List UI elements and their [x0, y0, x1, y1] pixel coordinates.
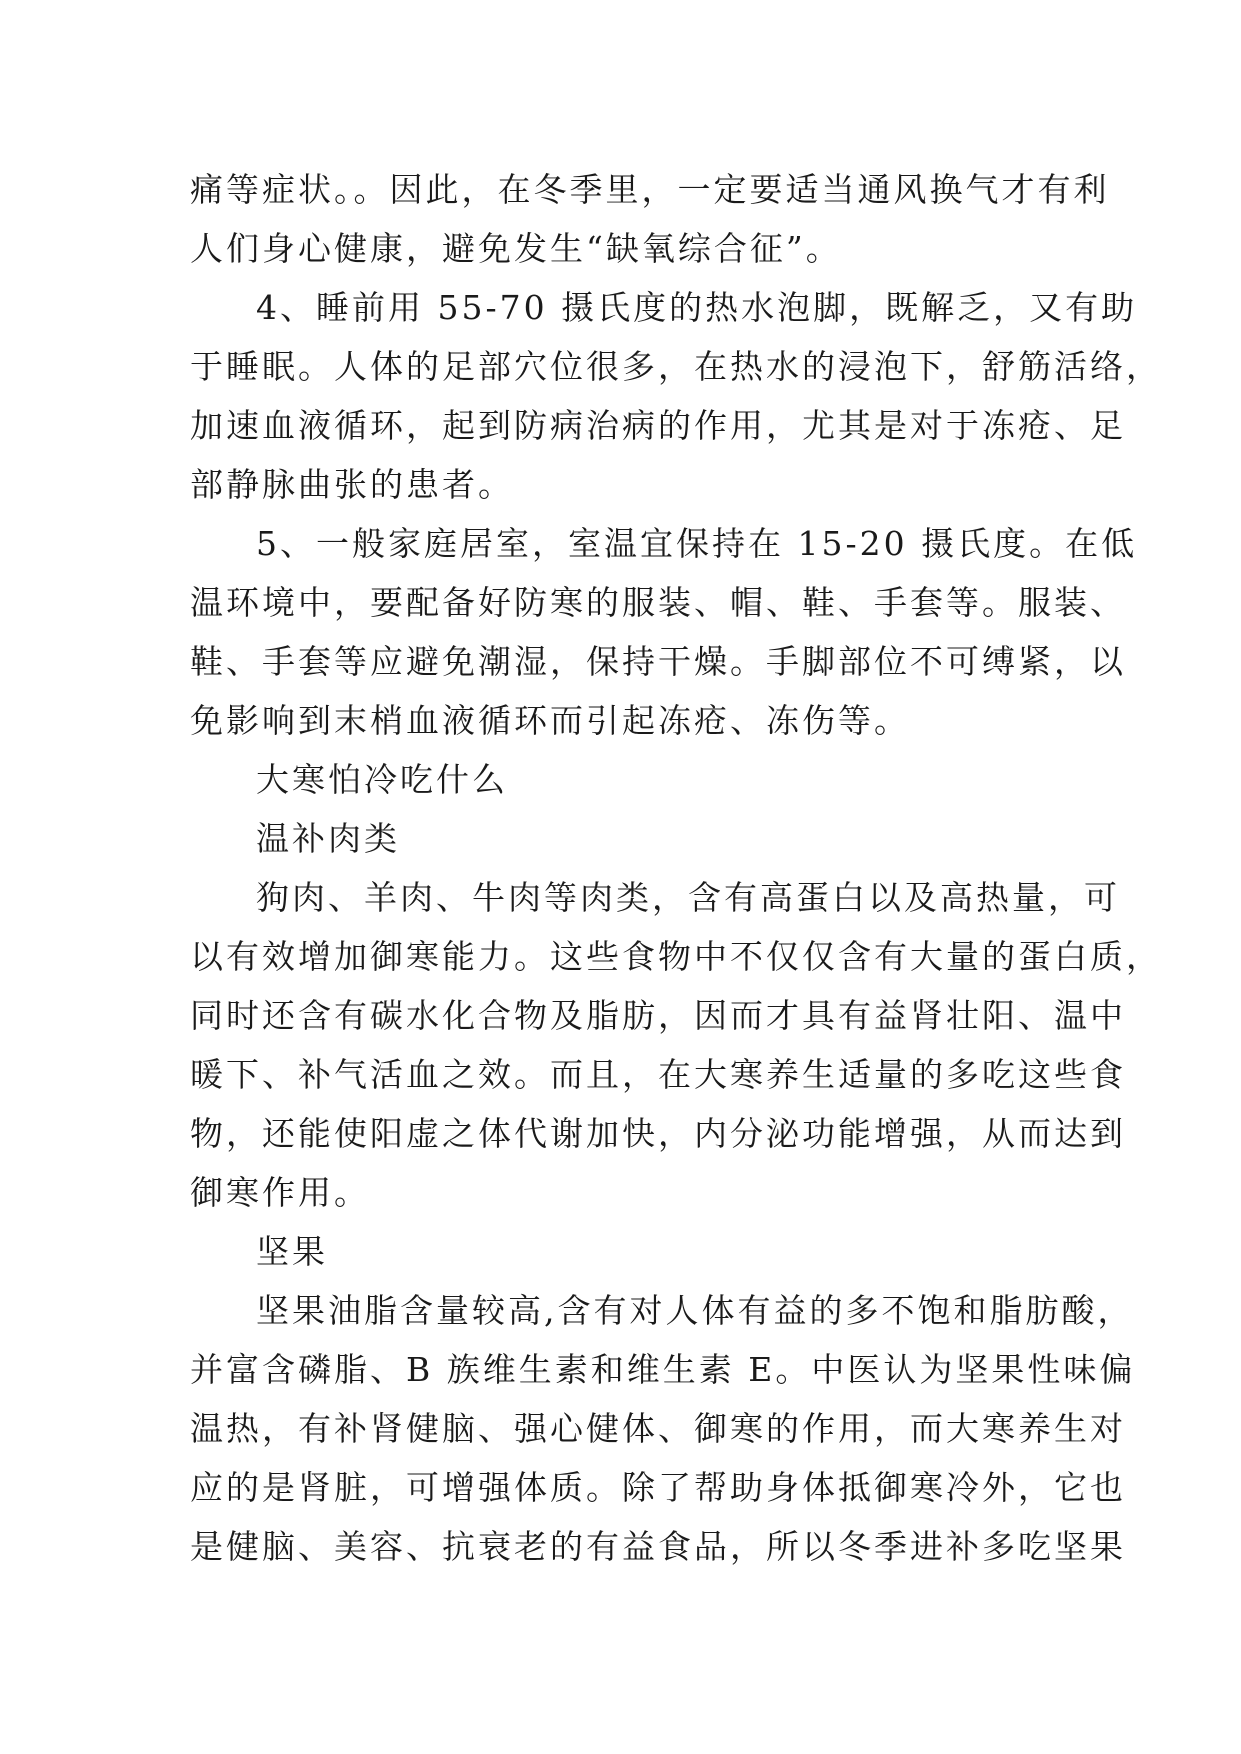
subsection-heading: 坚果	[256, 1232, 328, 1271]
paragraph-start-line: 5、一般家庭居室，室温宜保持在 15-20 摄氏度。在低	[256, 524, 1138, 563]
text-line: 人们身心健康，避免发生“缺氧综合征”。	[190, 229, 842, 268]
text-line: 暖下、补气活血之效。而且，在大寒养生适量的多吃这些食	[190, 1055, 1126, 1094]
text-line: 免影响到末梢血液循环而引起冻疮、冻伤等。	[190, 701, 910, 740]
text-line: 并富含磷脂、B 族维生素和维生素 E。中医认为坚果性味偏	[190, 1350, 1136, 1389]
text-line: 物，还能使阳虚之体代谢加快，内分泌功能增强，从而达到	[190, 1114, 1126, 1153]
text-line: 应的是肾脏，可增强体质。除了帮助身体抵御寒冷外，它也	[190, 1468, 1126, 1507]
text-line: 以有效增加御寒能力。这些食物中不仅仅含有大量的蛋白质，	[190, 937, 1162, 976]
text-line: 部静脉曲张的患者。	[190, 465, 514, 504]
text-line: 同时还含有碳水化合物及脂肪，因而才具有益肾壮阳、温中	[190, 996, 1126, 1035]
text-line: 御寒作用。	[190, 1173, 370, 1212]
text-line: 于睡眠。人体的足部穴位很多，在热水的浸泡下，舒筋活络，	[190, 347, 1162, 386]
section-heading: 大寒怕冷吃什么	[256, 760, 508, 799]
text-line: 加速血液循环，起到防病治病的作用，尤其是对于冻疮、足	[190, 406, 1126, 445]
text-line: 鞋、手套等应避免潮湿，保持干燥。手脚部位不可缚紧，以	[190, 642, 1126, 681]
paragraph-start-line: 坚果油脂含量较高,含有对人体有益的多不饱和脂肪酸，	[256, 1291, 1134, 1330]
subsection-heading: 温补肉类	[256, 819, 400, 858]
document-body	[190, 160, 1162, 1576]
text-line: 是健脑、美容、抗衰老的有益食品，所以冬季进补多吃坚果	[190, 1527, 1126, 1566]
text-line: 温热，有补肾健脑、强心健体、御寒的作用，而大寒养生对	[190, 1409, 1126, 1448]
text-line: 痛等症状。。因此，在冬季里，一定要适当通风换气才有利	[190, 170, 1110, 209]
paragraph-start-line: 狗肉、羊肉、牛肉等肉类，含有高蛋白以及高热量，可	[256, 878, 1120, 917]
paragraph-start-line: 4、睡前用 55-70 摄氏度的热水泡脚，既解乏，又有助	[256, 288, 1138, 327]
text-line: 温环境中，要配备好防寒的服装、帽、鞋、手套等。服装、	[190, 583, 1126, 622]
